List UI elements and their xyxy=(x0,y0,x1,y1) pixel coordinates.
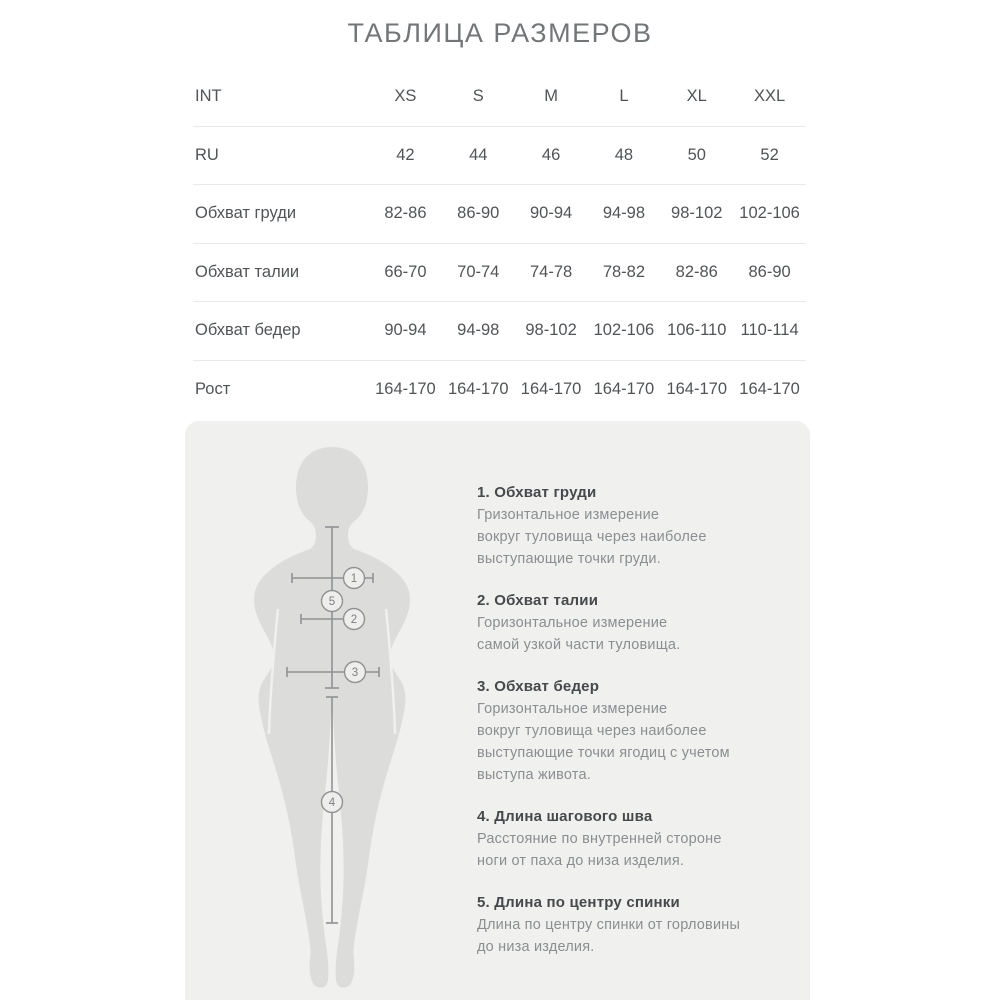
size-cell: 98-102 xyxy=(671,204,723,223)
size-cell: 86-90 xyxy=(457,204,500,223)
size-cell: XS xyxy=(394,87,417,106)
size-cell: 48 xyxy=(614,145,634,164)
size-cell: 66-70 xyxy=(384,262,427,281)
marker-number-chest: 1 xyxy=(350,573,358,585)
desc-line: выступающие точки ягодиц с учетом xyxy=(477,745,730,761)
size-cell: 164-170 xyxy=(520,379,582,398)
desc-section-hips xyxy=(477,676,792,786)
desc-section-waist xyxy=(477,590,792,656)
marker-number-inseam: 4 xyxy=(328,797,336,809)
desc-line: до низа изделия. xyxy=(477,939,595,955)
measurement-panel xyxy=(185,421,810,1000)
table-row-hips xyxy=(193,302,806,361)
size-cell: XXL xyxy=(753,87,786,106)
desc-line: выступающие точки груди. xyxy=(477,551,661,567)
desc-title: 4. Длина шагового шва xyxy=(477,808,653,825)
size-cell: XL xyxy=(686,87,707,106)
size-cell: 94-98 xyxy=(457,321,500,340)
desc-title: 3. Обхват бедер xyxy=(477,678,600,695)
row-label: INT xyxy=(195,87,222,106)
size-cell: 44 xyxy=(469,145,488,164)
row-label: Рост xyxy=(195,379,231,398)
page-title: ТАБЛИЦА РАЗМЕРОВ xyxy=(347,18,653,48)
size-cell: 52 xyxy=(760,145,779,164)
table-row-ru xyxy=(193,127,806,186)
row-label: RU xyxy=(195,145,219,164)
table-row-height xyxy=(193,361,806,419)
silhouette-diagram xyxy=(232,439,432,999)
size-cell: 70-74 xyxy=(457,262,500,281)
desc-line: самой узкой части туловища. xyxy=(477,637,681,653)
desc-line: вокруг туловища через наиболее xyxy=(477,723,707,739)
size-cell: 42 xyxy=(396,145,415,164)
table-row-chest xyxy=(193,185,806,244)
desc-section-chest xyxy=(477,482,792,570)
size-cell: 164-170 xyxy=(447,379,509,398)
size-cell: 82-86 xyxy=(384,204,427,223)
size-cell: 86-90 xyxy=(748,262,791,281)
marker-number-hips: 3 xyxy=(351,667,359,679)
table-row-waist xyxy=(193,244,806,303)
size-cell: 164-170 xyxy=(593,379,655,398)
size-cell: L xyxy=(619,87,629,106)
size-cell: 78-82 xyxy=(602,262,646,281)
marker-number-back: 5 xyxy=(328,596,336,608)
desc-line: ноги от паха до низа изделия. xyxy=(477,853,685,869)
desc-section-back-length xyxy=(477,892,792,958)
size-cell: 110-114 xyxy=(740,321,799,340)
size-cell: 46 xyxy=(541,145,561,164)
size-cell: M xyxy=(544,87,558,106)
measurement-descriptions xyxy=(477,482,792,958)
size-cell: 98-102 xyxy=(525,321,577,340)
size-cell: 90-94 xyxy=(529,204,573,223)
desc-line: Длина по центру спинки от горловины xyxy=(477,917,741,933)
desc-line: Гризонтальное измерение xyxy=(477,507,660,523)
row-label: Обхват груди xyxy=(195,204,297,223)
desc-title: 1. Обхват груди xyxy=(477,484,597,501)
desc-title: 5. Длина по центру спинки xyxy=(477,894,680,911)
size-cell: 106-110 xyxy=(667,321,727,340)
size-cell: 74-78 xyxy=(529,262,573,281)
marker-number-waist: 2 xyxy=(350,614,358,626)
body-silhouette-figure xyxy=(232,439,432,999)
size-cell: 102-106 xyxy=(593,321,655,340)
desc-line: Расстояние по внутренней стороне xyxy=(477,831,722,847)
size-cell: 164-170 xyxy=(739,379,800,398)
desc-line: вокруг туловища через наиболее xyxy=(477,529,707,545)
size-cell: 102-106 xyxy=(739,204,800,223)
desc-section-inseam xyxy=(477,806,792,872)
desc-line: выступа живота. xyxy=(477,767,592,783)
row-label: Обхват талии xyxy=(195,262,300,281)
size-cell: 164-170 xyxy=(375,379,436,398)
table-row-int xyxy=(193,68,806,127)
row-label: Обхват бедер xyxy=(195,321,301,340)
desc-line: Горизонтальное измерение xyxy=(477,615,668,631)
size-cell: 164-170 xyxy=(666,379,728,398)
size-cell: S xyxy=(472,87,484,106)
desc-title: 2. Обхват талии xyxy=(477,592,599,609)
size-cell: 90-94 xyxy=(384,321,427,340)
desc-line: Горизонтальное измерение xyxy=(477,701,668,717)
size-cell: 94-98 xyxy=(602,204,646,223)
size-table xyxy=(193,68,806,418)
size-cell: 50 xyxy=(687,145,706,164)
size-cell: 82-86 xyxy=(675,262,718,281)
